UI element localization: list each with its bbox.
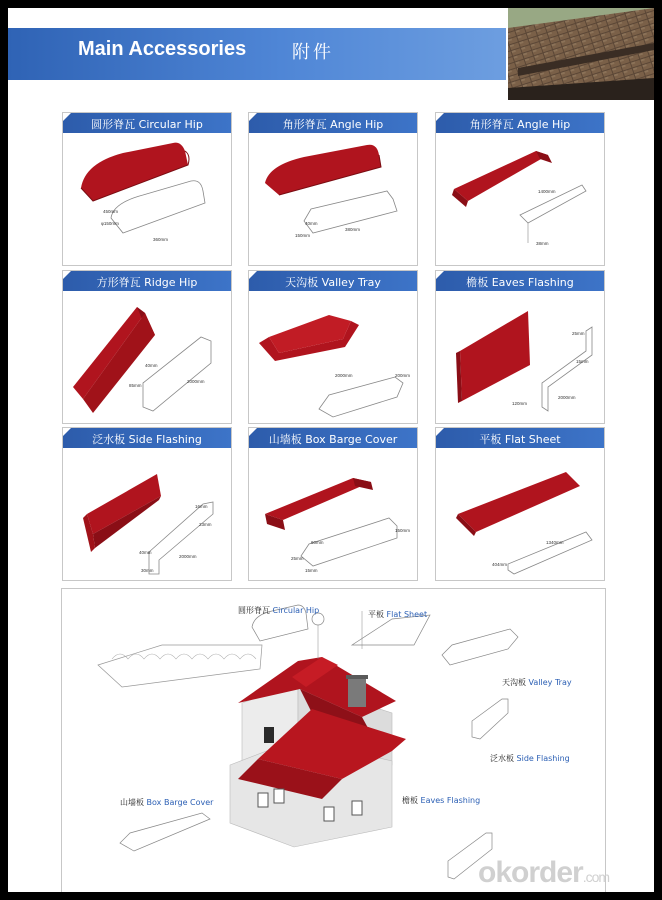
svg-text:120mm: 120mm: [512, 401, 528, 406]
circular-hip-illustration: [63, 133, 231, 265]
svg-text:16mm: 16mm: [195, 504, 208, 509]
svg-text:25mm: 25mm: [572, 331, 585, 336]
page-title-cn: 附件: [292, 42, 334, 63]
label-valley-tray: 天沟板 Valley Tray: [502, 678, 572, 687]
card-ridge-hip: [62, 270, 232, 424]
card-valley-tray: [248, 270, 418, 424]
card-flat-sheet: [435, 427, 605, 581]
svg-text:450mm: 450mm: [103, 209, 119, 214]
svg-text:2000mm: 2000mm: [187, 379, 205, 384]
svg-text:38mm: 38mm: [536, 241, 549, 246]
svg-text:25mm: 25mm: [291, 556, 304, 561]
card-label: 角形脊瓦 Angle Hip: [282, 118, 384, 131]
card-label: 泛水板 Side Flashing: [92, 433, 202, 446]
label-side-flashing: 泛水板 Side Flashing: [490, 754, 570, 763]
card-box-barge-cover: [248, 427, 418, 581]
card-circular-hip: [62, 112, 232, 266]
svg-text:150mm: 150mm: [295, 233, 311, 238]
side-flashing-illustration: [63, 448, 231, 580]
svg-text:40mm: 40mm: [139, 550, 152, 555]
roof-photo: [508, 8, 654, 100]
svg-text:2000mm: 2000mm: [558, 395, 576, 400]
svg-text:30mm: 30mm: [141, 568, 154, 573]
card-side-flashing: [62, 427, 232, 581]
angle-hip-alt-illustration: [436, 133, 604, 265]
svg-text:40mm: 40mm: [145, 363, 158, 368]
card-angle-hip-1: [248, 112, 418, 266]
svg-text:360mm: 360mm: [153, 237, 169, 242]
card-label: 圆形脊瓦 Circular Hip: [91, 118, 203, 131]
svg-text:380mm: 380mm: [345, 227, 361, 232]
svg-text:1340mm: 1340mm: [546, 540, 564, 545]
card-angle-hip-2: [435, 112, 605, 266]
card-label: 方形脊瓦 Ridge Hip: [96, 276, 198, 289]
roof-assembly-diagram: [61, 588, 606, 892]
svg-text:15mm: 15mm: [305, 568, 318, 573]
svg-text:23mm: 23mm: [199, 522, 212, 527]
house-roof-illustration: [62, 589, 605, 892]
card-label: 檐板 Eaves Flashing: [466, 276, 574, 289]
svg-text:φ150mm: φ150mm: [101, 221, 119, 226]
card-label: 平板 Flat Sheet: [479, 433, 561, 446]
catalog-page: [8, 8, 654, 892]
svg-text:85mm: 85mm: [129, 383, 142, 388]
flat-sheet-illustration: [436, 448, 604, 580]
svg-text:60mm: 60mm: [311, 540, 324, 545]
label-box-barge-cover: 山墙板 Box Barge Cover: [120, 798, 214, 807]
card-label: 天沟板 Valley Tray: [285, 276, 381, 289]
svg-text:150mm: 150mm: [395, 528, 411, 533]
valley-tray-illustration: [249, 291, 417, 423]
card-label: 角形脊瓦 Angle Hip: [469, 118, 571, 131]
ridge-hip-illustration: [63, 291, 231, 423]
svg-text:40mm: 40mm: [305, 221, 318, 226]
svg-text:404mm: 404mm: [492, 562, 508, 567]
box-barge-illustration: [249, 448, 417, 580]
svg-text:1400mm: 1400mm: [538, 189, 556, 194]
svg-text:200mm: 200mm: [395, 373, 411, 378]
label-flat-sheet: 平板 Flat Sheet: [368, 610, 428, 619]
label-circular-hip: 圆形脊瓦 Circular Hip: [238, 606, 320, 615]
eaves-flashing-illustration: [436, 291, 604, 423]
svg-text:2000mm: 2000mm: [335, 373, 353, 378]
angle-hip-illustration: [249, 133, 417, 265]
svg-text:2000mm: 2000mm: [179, 554, 197, 559]
label-eaves-flashing: 檐板 Eaves Flashing: [402, 796, 481, 805]
svg-text:15mm: 15mm: [576, 359, 589, 364]
card-eaves-flashing: [435, 270, 605, 424]
okorder-watermark: okorder.com: [478, 856, 610, 889]
page-title: Main Accessories: [78, 38, 247, 60]
card-label: 山墙板 Box Barge Cover: [268, 433, 398, 446]
